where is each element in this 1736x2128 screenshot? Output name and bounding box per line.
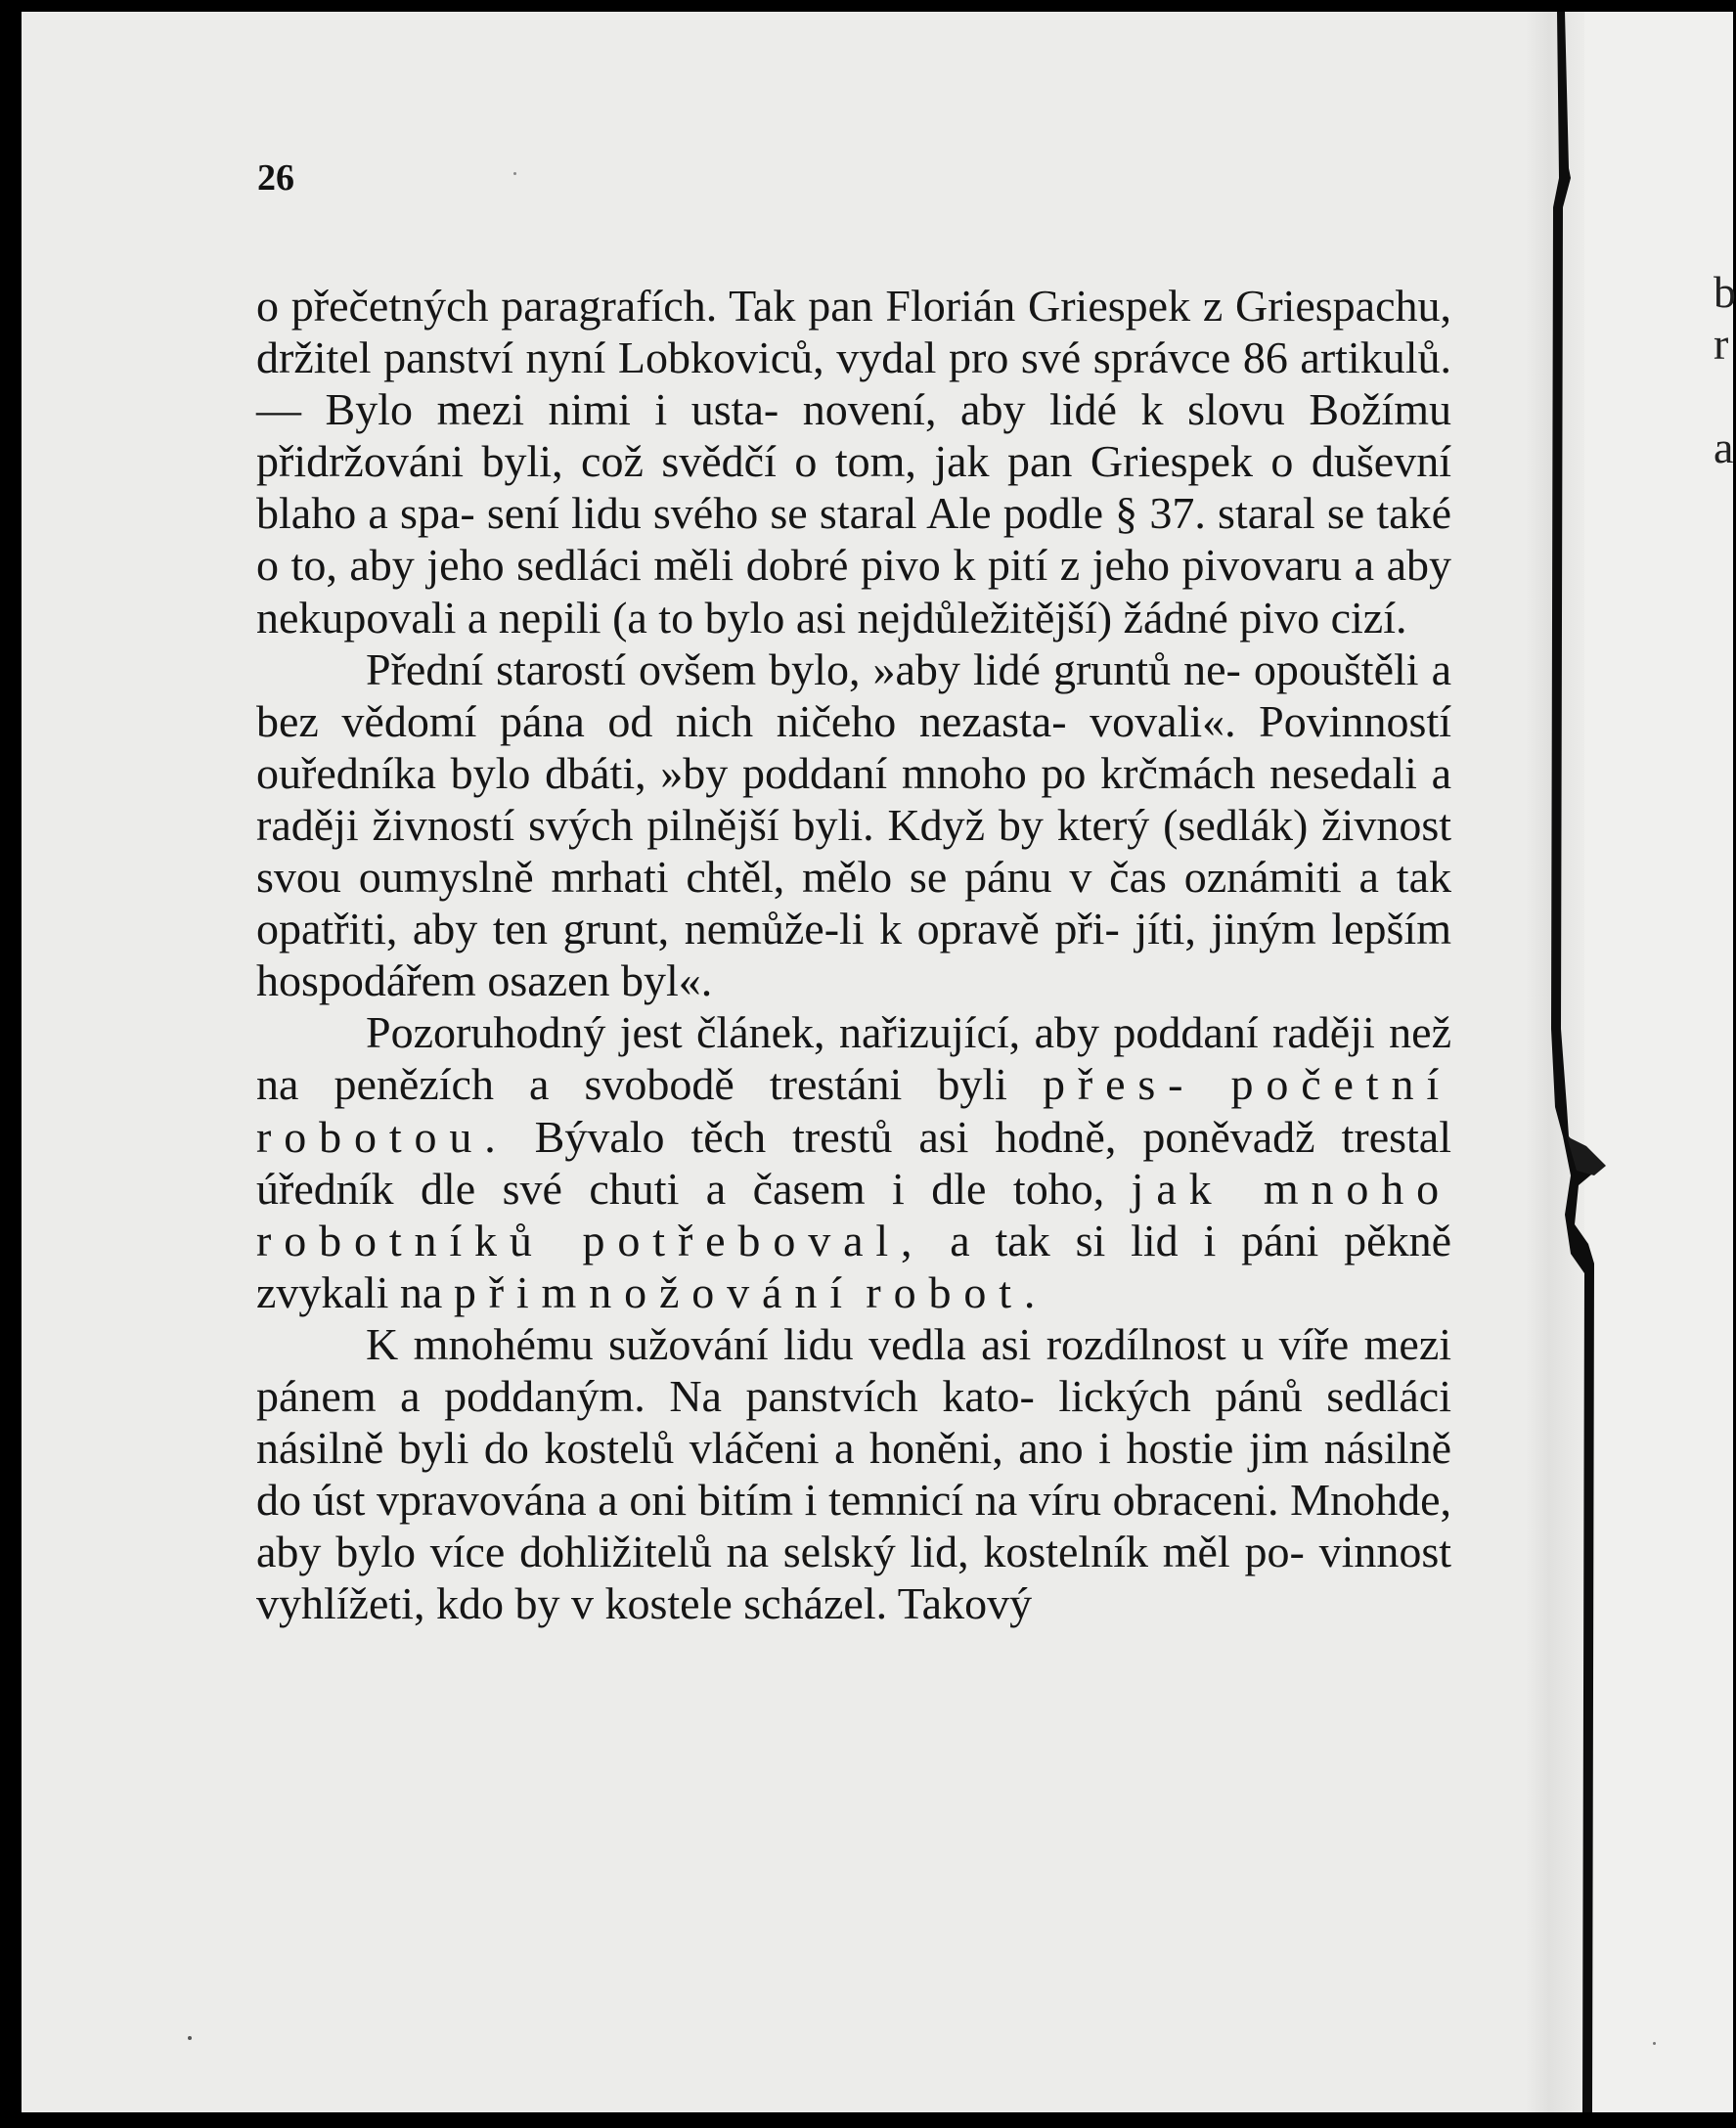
text-line: lických pánů sedláci násilně byli do kostelů vláčeni a (256, 1370, 1452, 1474)
facing-page-letters (1714, 266, 1736, 473)
text-line: opouštěli a bez vědomí pána od nich ničeho nezasta- (256, 643, 1452, 746)
text-line: poněvadž trestal úředník dle své chuti a časem i dle (256, 1111, 1451, 1214)
text-line: toho, (1012, 1163, 1105, 1214)
spaced-text: přimnožování (453, 1266, 855, 1317)
text-line: a tak (950, 1215, 1050, 1265)
paragraph (256, 1318, 1451, 1630)
text-line: Přední starostí ovšem bylo, »aby lidé gruntů ne- (366, 643, 1241, 694)
text-line: vinnost vyhlížeti, kdo by v kostele scházel. Takový (256, 1527, 1452, 1629)
spaced-text: početní robotou. (256, 1059, 1452, 1162)
text-line: bylo více dohližitelů na selský lid, kostelník měl po- (335, 1527, 1305, 1577)
body-text (256, 280, 1451, 1629)
spaced-text: přes- (1043, 1059, 1196, 1110)
text-line: oumyslně mrhati chtěl, mělo se pánu v čas oznámiti (358, 852, 1342, 903)
text-line: Pozoruhodný jest článek, nařizující, aby poddaní (366, 1007, 1259, 1058)
text-line: také o to, aby jeho sedláci měli dobré pivo k pití (256, 488, 1452, 591)
text-line: pilnější byli. Když by který (sedlák) živnost svou (256, 799, 1452, 903)
text-line: z Griespachu, držitel panství nyní Lobkoviců, vydal (256, 281, 1451, 383)
text-line: u víře mezi pánem a poddaným. Na panstvích kato- (256, 1318, 1452, 1421)
page-number: 26 (257, 157, 294, 199)
text-line: oni bitím i temnicí na víru obraceni. Mnohde, aby (256, 1475, 1451, 1577)
text-line: o přečetných paragrafích. Tak pan Florián Griespek (256, 281, 1191, 331)
spaced-text: jak mnoho robotníků potřeboval, (256, 1163, 1452, 1265)
text-line: vovali«. Povinností ouředníka bylo dbáti, »by poddaní (256, 695, 1451, 798)
paragraph (256, 643, 1451, 1007)
text-line: K mnohému sužování lidu vedla asi rozdílnost (366, 1318, 1226, 1369)
paragraph (256, 280, 1451, 643)
text-line: a tak opatřiti, aby ten grunt, nemůže-li k opravě při- (256, 852, 1451, 954)
text-line: sení lidu svého se staral Ale podle § 37. staral se (486, 488, 1365, 539)
paper-speck (1653, 2042, 1656, 2045)
edge-letter: r (1714, 319, 1729, 369)
edge-letter: a (1714, 422, 1734, 472)
paragraph (256, 1006, 1451, 1318)
edge-letter: b (1714, 267, 1736, 317)
text-line: novení, aby lidé k slovu Božímu přidržováni byli, což (256, 384, 1451, 487)
text-line: mnoho po krčmách nesedali a raději živností svých (256, 747, 1452, 850)
text-line: honěni, ano i hostie jim násilně do úst vpravována a (256, 1423, 1451, 1526)
paper-speck (513, 172, 516, 175)
text-line: pro své správce 86 artikulů. — Bylo mezi nimi i usta- (256, 332, 1451, 435)
text-line: asi nejdůležitější) žádné pivo cizí. (795, 592, 1407, 643)
paper-speck (188, 2036, 192, 2040)
text-line: Bývalo těch trestů asi hodně, (534, 1111, 1117, 1162)
text-line: si lid i páni pěkně zvykali na (256, 1215, 1451, 1317)
text-line: raději než na penězích a svobodě trestáni byli (256, 1007, 1451, 1110)
spaced-text: robot. (866, 1266, 1048, 1317)
text-line: jíti, jiným lepším hospodářem osazen byl«. (256, 904, 1451, 1006)
text-line: z jeho pivovaru a aby nekupovali a nepili (a to bylo (256, 540, 1451, 643)
text-line: svědčí o tom, jak pan Griespek o duševní blaho a spa- (256, 436, 1452, 539)
